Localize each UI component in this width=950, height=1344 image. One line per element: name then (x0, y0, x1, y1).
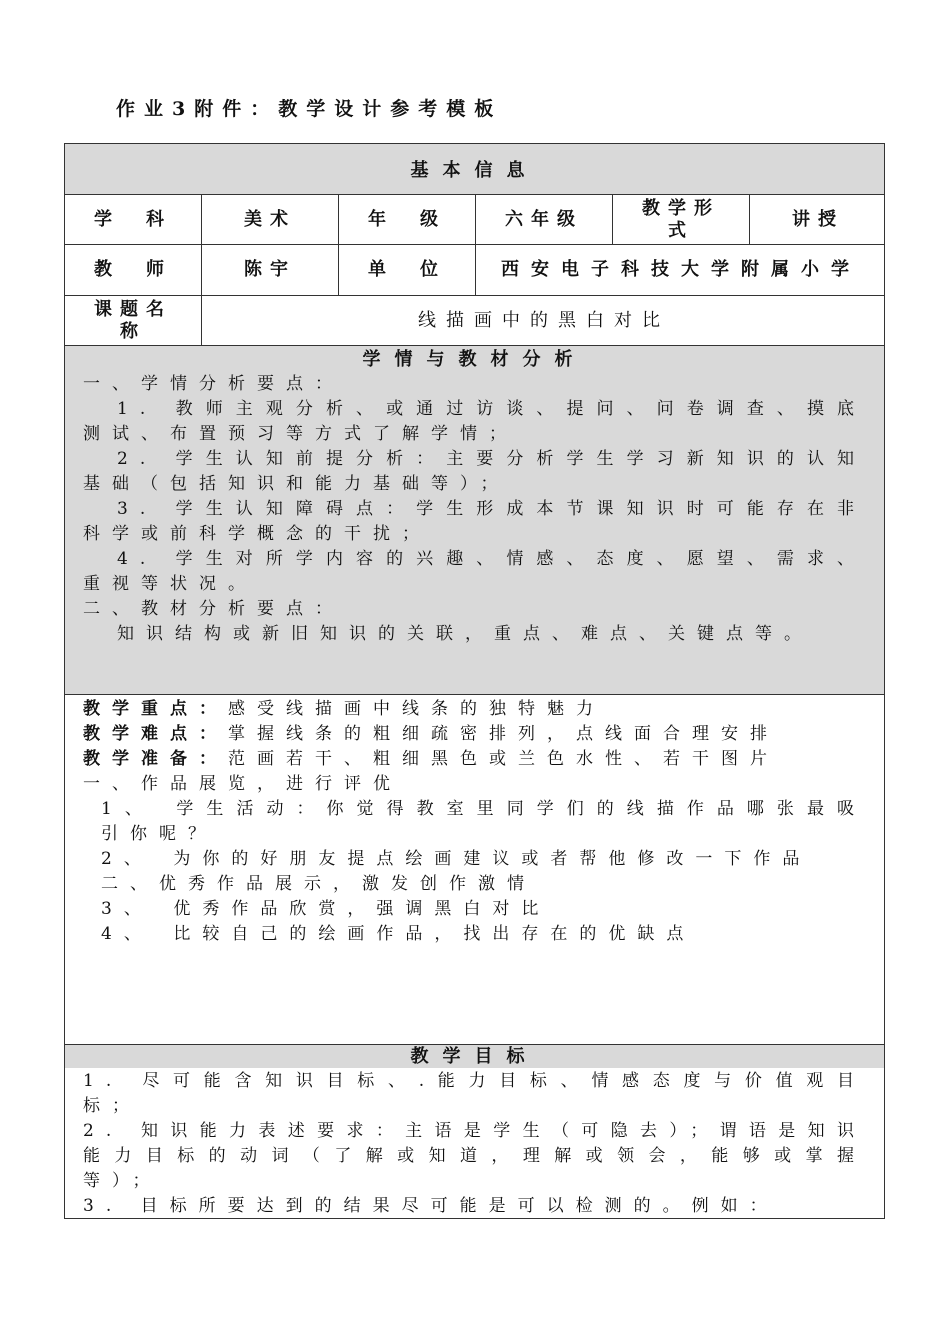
difficult-point-line (83, 722, 866, 747)
process-step: 一、作品展览，进行评优 (83, 774, 402, 794)
form-label: 教学形式 (613, 195, 750, 244)
teacher-label: 教 师 (65, 245, 202, 295)
teacher-value: 陈宇 (202, 245, 339, 295)
subject-label: 学 科 (65, 195, 202, 244)
preparation-line (83, 747, 866, 772)
basic-info-header (65, 144, 884, 195)
objective-line: 1. 尽可能含知识目标、.能力目标、情感态度与价值观目标； (83, 1071, 866, 1116)
topic-value: 线描画中的黑白对比 (418, 309, 670, 331)
analysis-body (83, 372, 866, 647)
unit-value: 西安电子科技大学附属小学 (501, 259, 861, 280)
grade-label: 年 级 (339, 195, 476, 244)
grade-value: 六年级 (476, 195, 613, 244)
form-value: 讲授 (792, 208, 844, 230)
unit-label: 单 位 (339, 245, 476, 295)
analysis-line: 一、学情分析要点： (83, 374, 344, 394)
process-step: 3、 优秀作品欣赏，强调黑白对比 (101, 899, 551, 919)
info-row-subject (65, 195, 884, 245)
info-row-teacher (65, 245, 884, 296)
analysis-line: 2. 学生认知前提分析：主要分析学生学习新知识的认知基础（包括知识和能力基础等）； (83, 449, 866, 494)
key-point-value: 感受线描画中线条的独特魅力 (228, 699, 605, 719)
subject-value: 美术 (202, 195, 339, 244)
objectives-section (65, 1045, 884, 1218)
objectives-title: 教学目标 (65, 1045, 884, 1068)
process-section (65, 695, 884, 1045)
difficult-point-value: 掌握线条的粗细疏密排列，点线面合理安排 (228, 724, 779, 744)
analysis-line: 1. 教师主观分析、或通过访谈、提问、问卷调查、摸底测试、布置预习等方式了解学情； (83, 399, 866, 444)
analysis-line: 4. 学生对所学内容的兴趣、情感、态度、愿望、需求、重视等状况。 (83, 549, 866, 594)
process-body (83, 697, 866, 947)
analysis-line: 3. 学生认知障碍点：学生形成本节课知识时可能存在非科学或前科学概念的干扰； (83, 499, 866, 544)
process-step: 二、优秀作品展示，激发创作激情 (101, 874, 536, 894)
lesson-plan-table (64, 143, 885, 1219)
process-step: 2、 为你的好朋友提点绘画建议或者帮他修改一下作品 (101, 849, 812, 869)
analysis-line: 二、教材分析要点： (83, 599, 344, 619)
analysis-title: 学情与教材分析 (362, 349, 587, 370)
objective-line: 3. 目标所要达到的结果尽可能是可以检测的。例如： (83, 1196, 779, 1216)
analysis-line: 知识结构或新旧知识的关联，重点、难点、关键点等。 (117, 624, 813, 644)
basic-info-title: 基本信息 (410, 160, 539, 181)
difficult-point-label: 教学难点： (83, 724, 228, 744)
info-row-topic (65, 296, 884, 346)
analysis-section (65, 346, 884, 695)
process-step: 4、 比较自己的绘画作品，找出存在的优缺点 (101, 924, 696, 944)
preparation-value: 范画若干、粗细黑色或兰色水性、若干图片 (228, 749, 779, 769)
key-point-label: 教学重点： (83, 699, 228, 719)
preparation-label: 教学准备： (83, 749, 228, 769)
document-title: 作业3附件：教学设计参考模板 (116, 98, 503, 120)
topic-label: 课题名称 (65, 296, 202, 345)
objective-line: 2. 知识能力表述要求：主语是学生（可隐去）；谓语是知识能力目标的动词（了解或知道，理解或领会，能够或掌握等）； (83, 1121, 866, 1191)
key-point-line (83, 697, 866, 722)
process-step: 1、 学生活动：你觉得教室里同学们的线描作品哪张最吸引你呢？ (101, 799, 866, 844)
objectives-body (83, 1069, 866, 1219)
